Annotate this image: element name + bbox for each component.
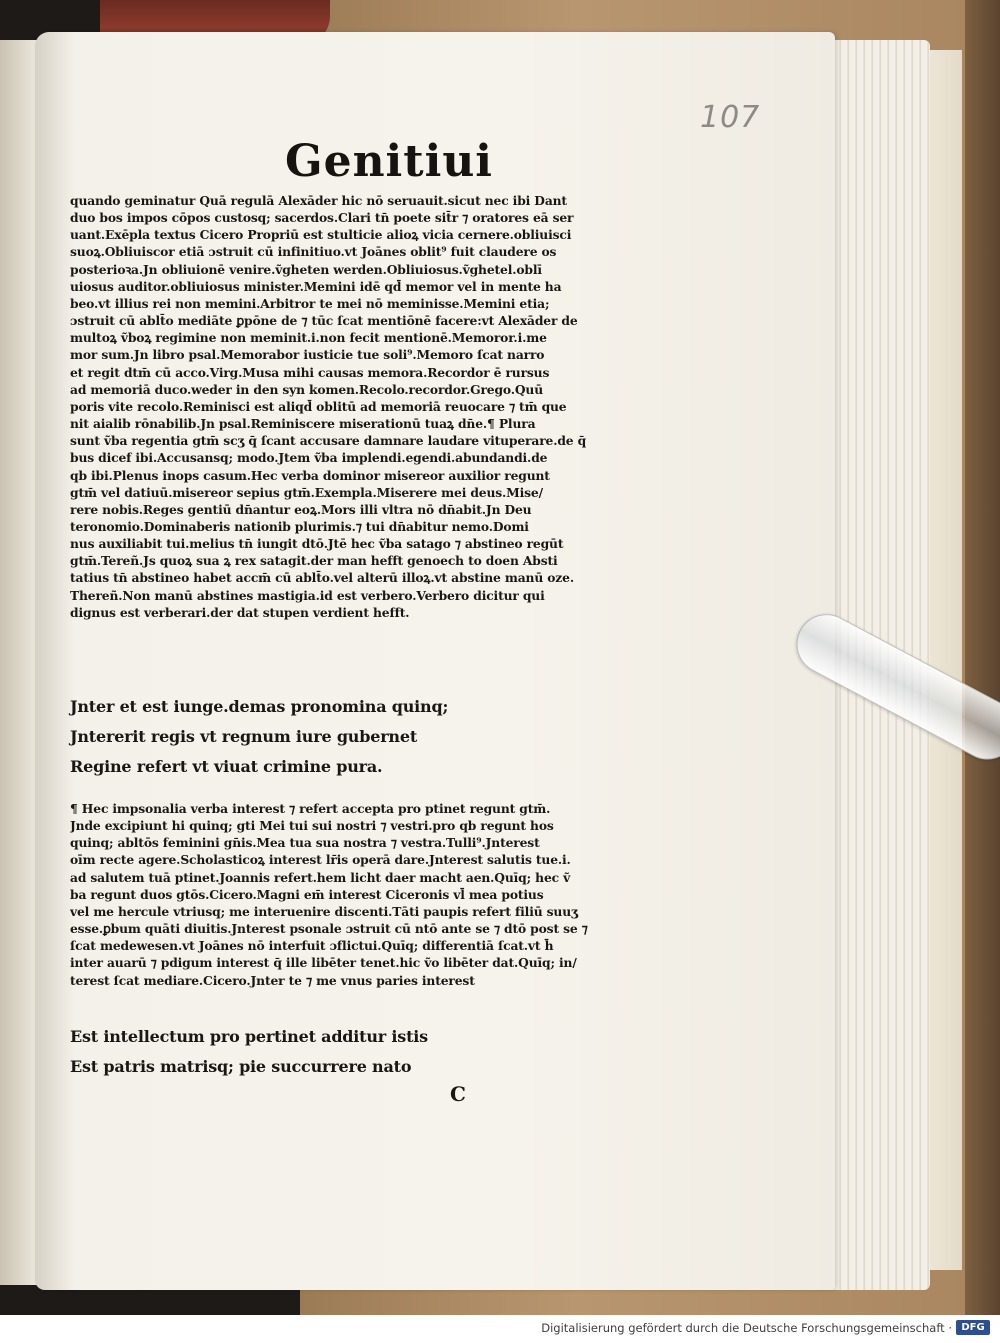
text-line: posterioꝛa.Jn obliuionē venire.ṽgheten werden.Obliuiosus.ṽghetel.oblī xyxy=(70,261,542,277)
folio-number: 107 xyxy=(700,100,761,135)
text-line: rere nobis.Reges gentiū dn̄antur eoꝝ.Mors illi vltra nō dn̄abit.Jn Deu xyxy=(70,501,532,517)
text-line: Thereñ.Non manū abstines mastigia.id est verbero.Verbero dicitur qui xyxy=(70,587,545,603)
verse-line: Jntererit regis vt regnum iure gubernet xyxy=(70,727,418,746)
prose-block-1 xyxy=(70,192,652,621)
text-line: sunt ṽba regentia gtm̄ scʒ q̄ ſcant accusare damnare laudare vituperare.de q̄ xyxy=(70,433,587,449)
text-line: gtm̄.Tereñ.Js quoꝝ sua ꝝ rex satagit.der man hefft genoech to doen Absti xyxy=(70,553,558,569)
text-line: terest ſcat mediare.Cicero.Jnter te ⁊ me vnus paries interest xyxy=(70,972,475,988)
text-line: ad salutem tuā ptinet.Joannis refert.hem licht daer macht aen.Quīq; hec ṽ xyxy=(70,869,571,885)
cover-edge xyxy=(965,0,1000,1315)
verse-line: Est intellectum pro pertinet additur istis xyxy=(70,1027,428,1046)
page-heading: Genitiui xyxy=(285,136,494,187)
text-line: ɔstruit cū ablt̄o mediāte ꝑpōne de ⁊ tūc ſcat mentiōnē facere:vt Alexāder de xyxy=(70,313,578,329)
text-line: nus auxiliabit tui.melius tn̄ iungit dtō.Jtē hec ṽba satago ⁊ abstineo regūt xyxy=(70,536,564,552)
text-line: nit aialib rōnabilib.Jn psal.Reminiscere miserationū tuaꝝ dn̄e.¶ Plura xyxy=(70,416,536,432)
text-line: mor sum.Jn libro psal.Memorabor iusticie tue soli⁹.Memoro ſcat narro xyxy=(70,347,545,363)
text-line: poris vite recolo.Reminisci est aliqd̄ oblitū ad memoriā reuocare ⁊ tm̄ que xyxy=(70,398,567,414)
text-line: ba regunt duos gtōs.Cicero.Magni em̄ interest Ciceronis vl̄ mea potius xyxy=(70,886,544,902)
text-line: Jnde excipiunt hi quinq; gti Mei tui sui nostri ⁊ vestri.pro qb regunt hos xyxy=(70,818,554,834)
footer-credit: Digitalisierung gefördert durch die Deutsche Forschungsgemeinschaft · xyxy=(541,1321,952,1335)
verse-line: Jnter et est iunge.demas pronomina quinq; xyxy=(70,697,449,716)
text-line: gtm̄ vel datiuū.misereor sepius gtm̄.Exempla.Miserere mei deus.Mise/ xyxy=(70,484,543,500)
verse-block-1 xyxy=(70,692,652,782)
text-line: uant.Exēpla textus Cicero Propriū est stulticie alioꝝ vicia cernere.obliuisci xyxy=(70,227,572,243)
text-line: ¶ Hec impsonalia verba interest ⁊ refert accepta pro ptinet regunt gtm̄. xyxy=(70,801,551,816)
dfg-logo: DFG xyxy=(956,1320,990,1335)
text-line: duo bos impos cōpos custosq; sacerdos.Clari tn̄ poete sit̄r ⁊ oratores eā ser xyxy=(70,210,574,226)
verse-line: Regine refert vt viuat crimine pura. xyxy=(70,757,383,776)
prose-block-2 xyxy=(70,800,652,989)
text-line: multoꝝ ṽboꝝ regimine non meminit.i.non fecit mentionē.Memoror.i.me xyxy=(70,330,547,346)
text-line: oīm recte agere.Scholasticoꝝ interest lr̄is operā dare.Jnterest salutis tue.i. xyxy=(70,852,571,868)
text-line: suoꝝ.Obliuiscor etiā ɔstruit cū infinitiuo.vt Joānes oblit⁹ fuit claudere os xyxy=(70,244,557,260)
text-line: uiosus auditor.obliuiosus minister.Memini idē qd̄ memor vel in mente ha xyxy=(70,278,562,294)
text-line: qb ibi.Plenus inops casum.Hec verba dominor misereor auxilior regunt xyxy=(70,467,550,483)
verse-block-2 xyxy=(70,1022,652,1082)
text-line: ad memoriā duco.weder in den syn komen.Recolo.recordor.Grego.Quū xyxy=(70,381,544,397)
text-line: beo.vt illius rei non memini.Arbitror te mei nō meminisse.Memini etia; xyxy=(70,295,550,311)
text-line: dignus est verberari.der dat stupen verdient hefft. xyxy=(70,604,410,620)
text-line: esse.ꝑbum quāti diuitis.Jnterest psonale ɔstruit cū ntō ante se ⁊ dtō post se ⁊ xyxy=(70,921,588,937)
text-line: inter auarū ⁊ pdigum interest q̄ ille libēter tenet.hic ṽo libēter dat.Quīq; in/ xyxy=(70,955,577,971)
verse-line: Est patris matrisq; pie succurrere nato xyxy=(70,1057,412,1076)
catchword: C xyxy=(450,1082,466,1106)
text-line: quando geminatur Quā regulā Alexāder hic nō seruauit.sicut nec ibi Dant xyxy=(70,193,567,208)
text-line: vel me hercule vtriusq; me interuenire discenti.Tāti paupis refert filiū suuʒ xyxy=(70,903,578,919)
text-line: ſcat medewesen.vt Joānes nō interfuit ɔflictui.Quīq; differentiā ſcat.vt h̄ xyxy=(70,938,554,954)
text-line: teronomio.Dominaberis nationib plurimis.⁊ tui dn̄abitur nemo.Domi xyxy=(70,518,529,534)
text-line: et regit dtm̄ cū acco.Virg.Musa mihi causas memora.Recordor ē rursus xyxy=(70,364,550,380)
text-line: bus dicef ibi.Accusansq; modo.Jtem ṽba implendi.egendi.abundandi.de xyxy=(70,450,548,466)
text-line: tatius tn̄ abstineo habet accm̄ cū ablt̄o.vel alterū illoꝝ.vt abstine manū oze. xyxy=(70,570,574,586)
text-line: quinq; abltōs feminini gn̄is.Mea tua sua nostra ⁊ vestra.Tulli⁹.Jnterest xyxy=(70,835,540,851)
